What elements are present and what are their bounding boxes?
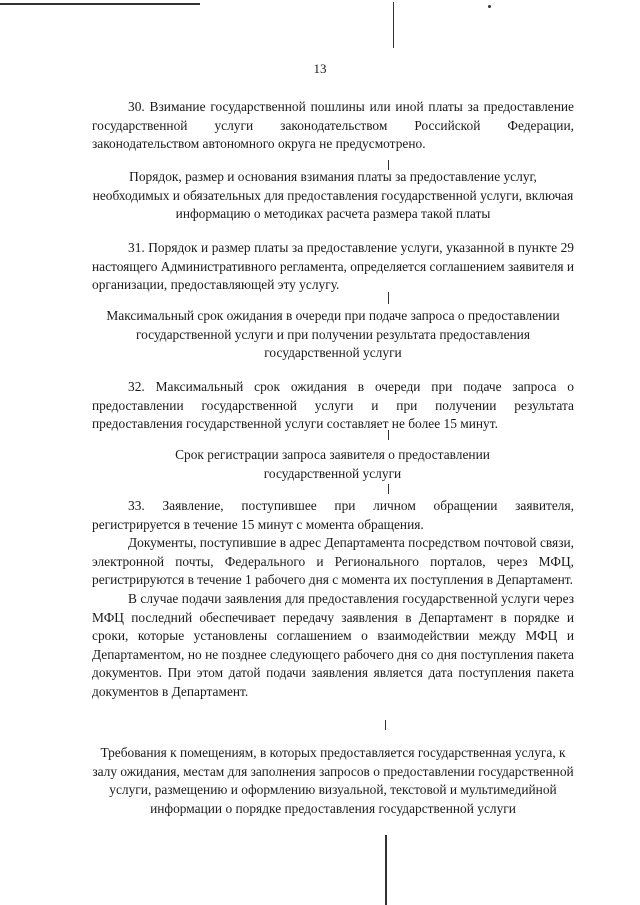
page-number: 13 xyxy=(313,61,327,76)
heading-wait-time: Максимальный срок ожидания в очереди при подаче запроса о предоставлении государственной услуги и при получении результата предоставления государственной услуги xyxy=(106,308,560,361)
paragraph-33-part-2: Документы, поступившие в адрес Департамента посредством почтовой связи, электронной почты, Федерального и Регионального порталов, через МФЦ, регистрируются в течение 1 рабочего дня с момента их поступления в Департамент. xyxy=(92,535,574,588)
paragraph-30-text: 30. Взимание государственной пошлины или иной платы за предоставление государственной услуги законодательством Российской Федерации, законодательством автономного округа не предусмотрено. xyxy=(92,99,574,152)
paragraph-33 xyxy=(92,497,574,702)
scan-line-vertical-top xyxy=(393,2,394,48)
heading-fees: Порядок, размер и основания взимания платы за предоставление услуг, необходимых и обязательных для предоставления государственной услуги, включая информацию о методиках расчета размера такой платы xyxy=(92,169,574,222)
paragraph-32-text: 32. Максимальный срок ожидания в очереди при подаче запроса о предоставлении государственной услуги и при получении результата предоставления государственной услуги составляет не более 15 минут. xyxy=(92,379,574,432)
scan-mark-top-right xyxy=(488,5,491,8)
scan-tick-4 xyxy=(388,484,389,494)
scan-line-vertical-bottom xyxy=(385,835,387,905)
paragraph-33-part-1: 33. Заявление, поступившее при личном обращении заявителя, регистрируется в течение 15 минут с момента обращения. xyxy=(92,498,574,532)
paragraph-33-part-3: В случае подачи заявления для предоставления государственной услуги через МФЦ последний обеспечивает передачу заявления в Департамент в порядке и сроки, которые установлены соглашением о взаимодействии между МФЦ и Департаментом, но не позднее следующего рабочего дня со дня поступления пакета документов. При этом датой подачи заявления является дата поступления пакета документов в Департамент. xyxy=(92,590,574,699)
paragraph-32 xyxy=(92,378,574,434)
scan-line-top-left xyxy=(0,3,200,5)
heading-premises: Требования к помещениям, в которых предоставляется государственная услуга, к залу ожидания, местам для заполнения запросов о предоставлении государственной услуги, размещению и оформлению визуальной, текстовой и мультимедийной информации о порядке предоставления государственной услуги xyxy=(92,745,574,816)
paragraph-31 xyxy=(92,239,574,295)
scan-tick-5 xyxy=(385,720,386,730)
heading-registration: Срок регистрации запроса заявителя о предоставлении государственной услуги xyxy=(175,447,490,481)
paragraph-30 xyxy=(92,98,574,154)
paragraph-31-text: 31. Порядок и размер платы за предоставление услуги, указанной в пункте 29 настоящего Административного регламента, определяется соглашением заявителя и организации, предоставляющей эту услугу. xyxy=(92,240,574,293)
